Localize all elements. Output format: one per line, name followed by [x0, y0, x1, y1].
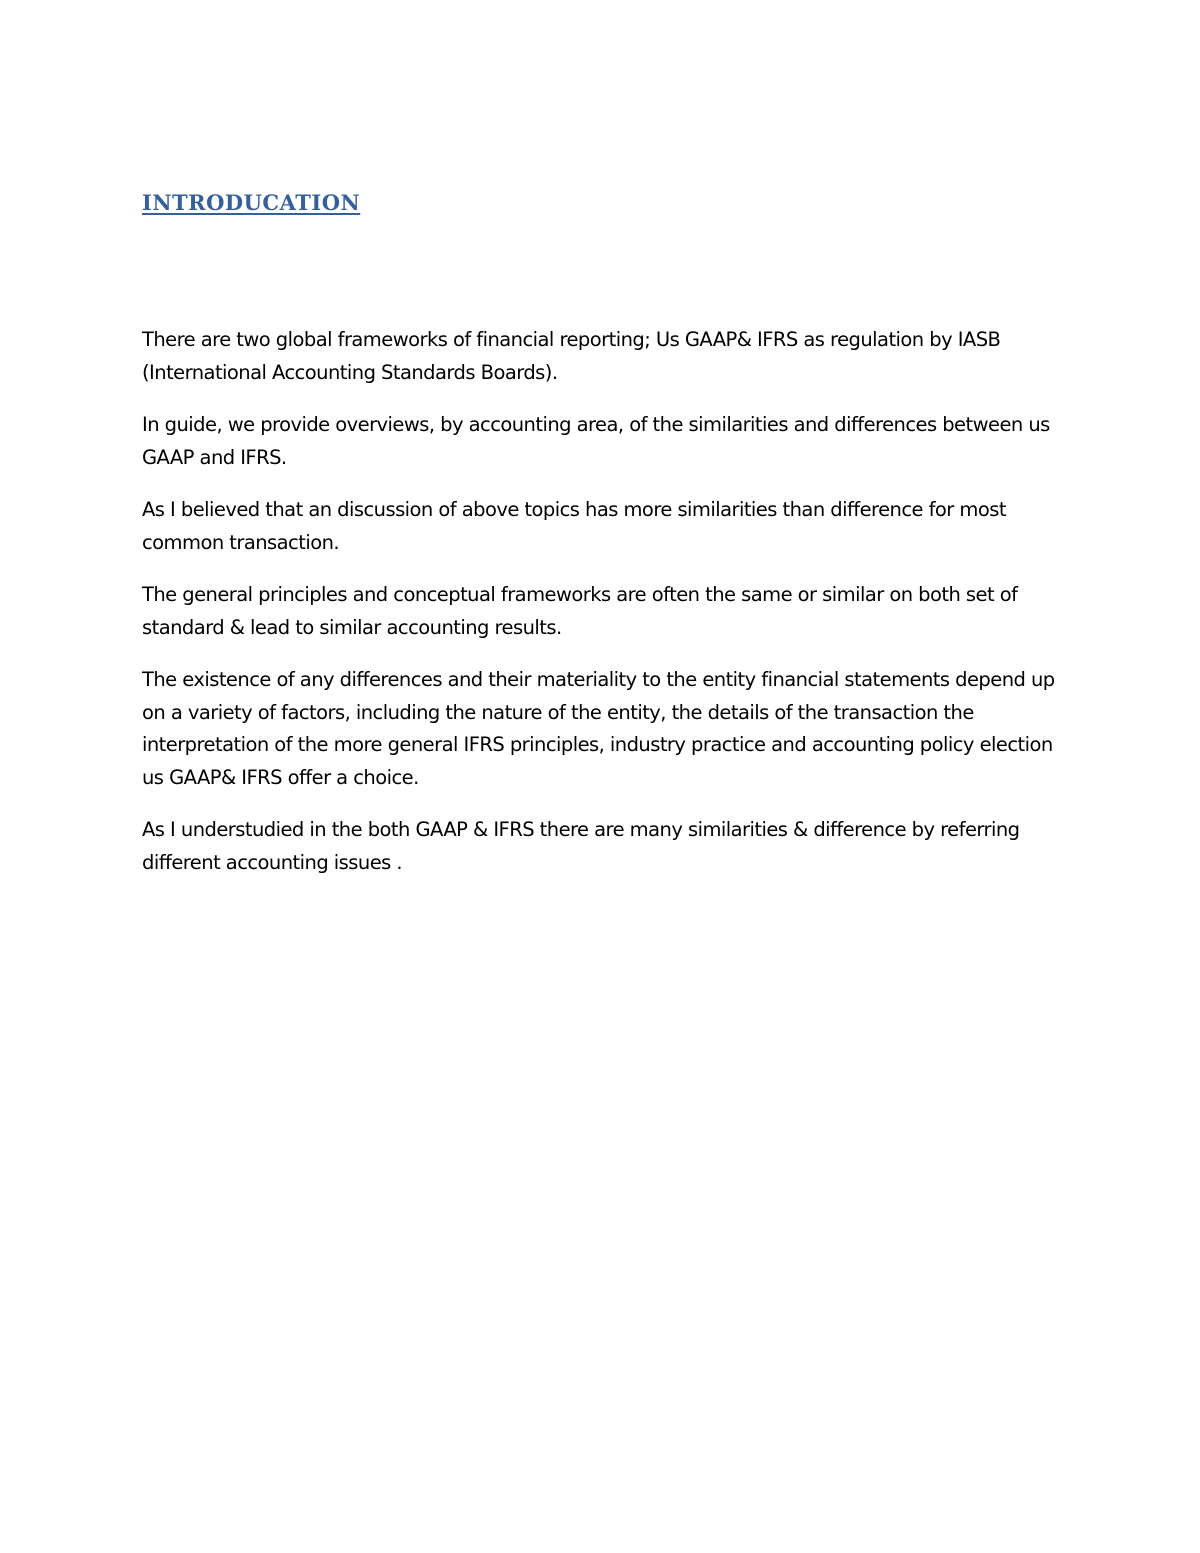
- paragraph-3: As I believed that an discussion of above topics has more similarities than difference for most common transaction.: [142, 498, 1006, 554]
- section-heading: INTRODUCATION: [142, 190, 361, 215]
- paragraph-1: There are two global frameworks of financial reporting; Us GAAP& IFRS as regulation by IASB (International Accounting Standards Boards).: [142, 328, 1001, 384]
- paragraph-2: In guide, we provide overviews, by accounting area, of the similarities and differences between us GAAP and IFRS.: [142, 413, 1050, 469]
- document-body: [142, 324, 1062, 899]
- paragraph-6: As I understudied in the both GAAP & IFRS there are many similarities & difference by referring different accounting issues .: [142, 818, 1020, 874]
- paragraph-4: The general principles and conceptual frameworks are often the same or similar on both set of standard & lead to similar accounting results.: [142, 583, 1018, 639]
- paragraph-5: The existence of any differences and their materiality to the entity financial statements depend up on a variety of factors, including the nature of the entity, the details of the transaction the interpretation of the more general IFRS principles, industry practice and accounting policy election us GAAP& IFRS offer a choice.: [142, 668, 1055, 789]
